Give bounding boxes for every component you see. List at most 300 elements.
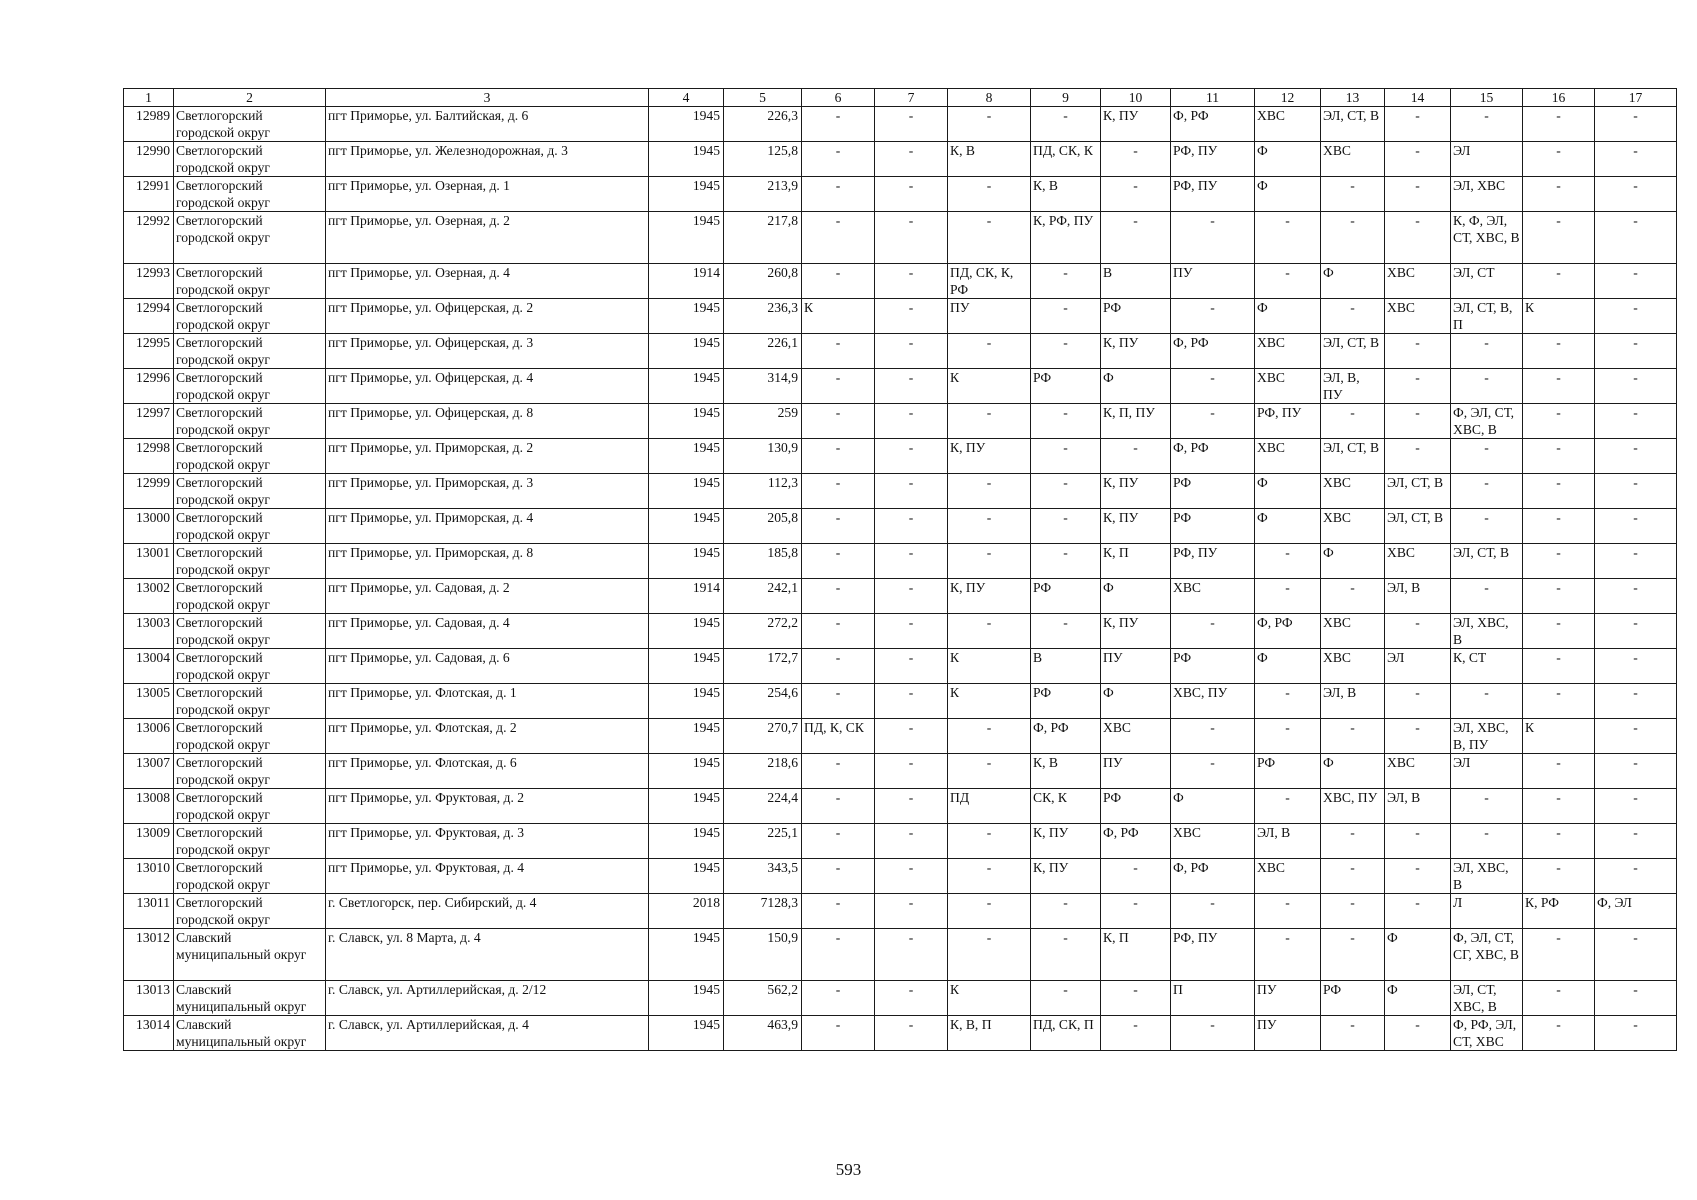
table-row (124, 509, 1677, 544)
table-cell: 12991 (124, 177, 174, 212)
table-cell: - (1385, 614, 1451, 649)
table-cell: - (1101, 439, 1171, 474)
table-cell: ЭЛ, ХВС, В (1451, 859, 1523, 894)
table-cell: - (875, 894, 948, 929)
table-cell: пгт Приморье, ул. Балтийская, д. 6 (326, 107, 649, 142)
table-cell: Ф (1171, 789, 1255, 824)
table-cell: 125,8 (724, 142, 802, 177)
table-cell: ЭЛ, СТ, В (1321, 439, 1385, 474)
table-cell: РФ (1031, 579, 1101, 614)
table-row (124, 142, 1677, 177)
table-cell: К, ПУ (1101, 107, 1171, 142)
header-row (124, 89, 1677, 107)
table-cell: Ф (1101, 369, 1171, 404)
table-cell: - (1451, 334, 1523, 369)
table-cell: 13012 (124, 929, 174, 981)
table-cell: 226,1 (724, 334, 802, 369)
table-cell: ХВС (1385, 299, 1451, 334)
table-cell: ЭЛ, СТ, В, П (1451, 299, 1523, 334)
table-cell: К, ПУ (948, 579, 1031, 614)
table-cell: - (948, 404, 1031, 439)
table-cell: - (802, 929, 875, 981)
table-cell: ХВС (1255, 439, 1321, 474)
table-cell: ХВС (1321, 509, 1385, 544)
table-cell: - (1385, 212, 1451, 264)
table-cell: 272,2 (724, 614, 802, 649)
table-cell: - (1031, 509, 1101, 544)
table-cell: - (1385, 1016, 1451, 1051)
table-cell: - (1171, 754, 1255, 789)
table-cell: Светлогорский городской округ (174, 509, 326, 544)
table-cell: РФ, ПУ (1255, 404, 1321, 439)
table-cell: - (802, 649, 875, 684)
table-cell: - (802, 894, 875, 929)
table-cell: пгт Приморье, ул. Офицерская, д. 3 (326, 334, 649, 369)
table-cell: Ф (1101, 684, 1171, 719)
table-cell: 254,6 (724, 684, 802, 719)
table-cell: 7128,3 (724, 894, 802, 929)
table-cell: - (1451, 579, 1523, 614)
table-cell: ХВС (1171, 824, 1255, 859)
column-header: 7 (875, 89, 948, 107)
table-cell: Ф, РФ, ЭЛ, СТ, ХВС (1451, 1016, 1523, 1051)
table-cell: пгт Приморье, ул. Садовая, д. 6 (326, 649, 649, 684)
table-cell: - (1385, 404, 1451, 439)
table-cell: К, ПУ (948, 439, 1031, 474)
table-cell: Ф (1255, 509, 1321, 544)
table-cell: 13013 (124, 981, 174, 1016)
table-cell: - (1255, 719, 1321, 754)
table-cell: ПД, СК, К (1031, 142, 1101, 177)
table-cell: 1945 (649, 1016, 724, 1051)
table-cell: - (1451, 439, 1523, 474)
table-cell: 236,3 (724, 299, 802, 334)
table-row (124, 1016, 1677, 1051)
page-number: 593 (835, 1160, 862, 1179)
table-cell: Светлогорский городской округ (174, 212, 326, 264)
table-cell: ХВС (1321, 614, 1385, 649)
column-header: 11 (1171, 89, 1255, 107)
table-cell: пгт Приморье, ул. Фруктовая, д. 3 (326, 824, 649, 859)
table-cell: - (875, 824, 948, 859)
table-cell: - (1595, 264, 1677, 299)
table-cell: 1945 (649, 824, 724, 859)
table-cell: Светлогорский городской округ (174, 614, 326, 649)
table-cell: - (948, 509, 1031, 544)
table-cell: - (1523, 369, 1595, 404)
table-cell: ЭЛ, В, ПУ (1321, 369, 1385, 404)
table-cell: К, ПУ (1101, 614, 1171, 649)
table-cell: К, ПУ (1101, 334, 1171, 369)
table-cell: - (1595, 649, 1677, 684)
table-cell: - (1171, 894, 1255, 929)
table-cell: ЭЛ, СТ, В (1321, 334, 1385, 369)
table-cell: ПД, СК, К, РФ (948, 264, 1031, 299)
table-cell: 225,1 (724, 824, 802, 859)
table-cell: - (875, 264, 948, 299)
table-cell: К, Ф, ЭЛ, СТ, ХВС, В (1451, 212, 1523, 264)
table-cell: 562,2 (724, 981, 802, 1016)
table-cell: - (802, 509, 875, 544)
table-cell: - (1171, 369, 1255, 404)
table-cell: ХВС, ПУ (1171, 684, 1255, 719)
table-cell: - (1595, 369, 1677, 404)
table-cell: К (948, 369, 1031, 404)
table-cell: - (802, 544, 875, 579)
table-cell: - (1523, 684, 1595, 719)
table-cell: 1945 (649, 107, 724, 142)
table-cell: - (1385, 824, 1451, 859)
table-cell: - (1595, 981, 1677, 1016)
table-cell: - (1321, 579, 1385, 614)
table-cell: Ф (1255, 142, 1321, 177)
table-cell: 217,8 (724, 212, 802, 264)
table-cell: 1945 (649, 142, 724, 177)
table-cell: Ф (1321, 544, 1385, 579)
table-cell: пгт Приморье, ул. Флотская, д. 2 (326, 719, 649, 754)
table-cell: пгт Приморье, ул. Озерная, д. 4 (326, 264, 649, 299)
table-row (124, 212, 1677, 264)
table-cell: - (1031, 107, 1101, 142)
table-cell: - (1255, 684, 1321, 719)
table-cell: - (875, 107, 948, 142)
table-cell: РФ, ПУ (1171, 544, 1255, 579)
table-cell: Ф, ЭЛ (1595, 894, 1677, 929)
table-cell: пгт Приморье, ул. Приморская, д. 4 (326, 509, 649, 544)
table-cell: ПУ (1101, 649, 1171, 684)
table-cell: Ф (1255, 299, 1321, 334)
column-header: 14 (1385, 89, 1451, 107)
table-cell: - (1031, 334, 1101, 369)
table-cell: - (1523, 107, 1595, 142)
table-cell: - (1171, 299, 1255, 334)
table-cell: - (875, 684, 948, 719)
table-cell: - (948, 824, 1031, 859)
table-cell: 218,6 (724, 754, 802, 789)
table-cell: - (1523, 142, 1595, 177)
table-cell: - (1595, 107, 1677, 142)
table-cell: - (1171, 719, 1255, 754)
table-cell: - (948, 212, 1031, 264)
table-cell: - (1255, 929, 1321, 981)
table-cell: - (1451, 107, 1523, 142)
table-cell: - (948, 107, 1031, 142)
table-row (124, 824, 1677, 859)
table-cell: К (802, 299, 875, 334)
table-cell: 1945 (649, 649, 724, 684)
table-cell: - (1385, 859, 1451, 894)
table-cell: - (1101, 212, 1171, 264)
table-cell: Светлогорский городской округ (174, 474, 326, 509)
table-cell: - (1255, 789, 1321, 824)
table-cell: Ф (1385, 981, 1451, 1016)
table-cell: - (1595, 754, 1677, 789)
table-cell: - (1595, 212, 1677, 264)
column-header: 10 (1101, 89, 1171, 107)
table-cell: ПУ (948, 299, 1031, 334)
table-cell: Ф, РФ (1171, 859, 1255, 894)
table-cell: г. Славск, ул. Артиллерийская, д. 2/12 (326, 981, 649, 1016)
table-cell: - (1595, 404, 1677, 439)
table-cell: - (1385, 334, 1451, 369)
table-cell: - (1451, 369, 1523, 404)
table-cell: ПУ (1255, 1016, 1321, 1051)
table-cell: - (1385, 894, 1451, 929)
table-cell: 12997 (124, 404, 174, 439)
table-cell: - (875, 369, 948, 404)
table-cell: 112,3 (724, 474, 802, 509)
table-cell: - (802, 334, 875, 369)
table-cell: 1945 (649, 439, 724, 474)
table-cell: 1945 (649, 929, 724, 981)
table-cell: - (875, 142, 948, 177)
table-cell: 1945 (649, 212, 724, 264)
table-cell: - (1255, 579, 1321, 614)
table-cell: - (1321, 859, 1385, 894)
table-cell: ЭЛ, СТ, ХВС, В (1451, 981, 1523, 1016)
table-cell: - (1031, 299, 1101, 334)
table-cell: 224,4 (724, 789, 802, 824)
table-cell: 1945 (649, 981, 724, 1016)
table-cell: 1945 (649, 859, 724, 894)
table-cell: Светлогорский городской округ (174, 177, 326, 212)
table-row (124, 264, 1677, 299)
column-header: 16 (1523, 89, 1595, 107)
table-cell: 2018 (649, 894, 724, 929)
table-cell: 1945 (649, 719, 724, 754)
table-cell: Ф, ЭЛ, СТ, ХВС, В (1451, 404, 1523, 439)
table-row (124, 684, 1677, 719)
table-cell: - (1523, 649, 1595, 684)
table-cell: 1945 (649, 614, 724, 649)
table-cell: пгт Приморье, ул. Флотская, д. 1 (326, 684, 649, 719)
table-cell: пгт Приморье, ул. Флотская, д. 6 (326, 754, 649, 789)
table-cell: 13014 (124, 1016, 174, 1051)
table-cell: Ф (1255, 474, 1321, 509)
table-cell: - (802, 981, 875, 1016)
table-cell: - (875, 649, 948, 684)
table-cell: Светлогорский городской округ (174, 544, 326, 579)
table-cell: 1945 (649, 789, 724, 824)
table-cell: 13002 (124, 579, 174, 614)
table-cell: ХВС (1255, 334, 1321, 369)
table-cell: - (802, 684, 875, 719)
table-cell: К (948, 684, 1031, 719)
table-cell: Светлогорский городской округ (174, 824, 326, 859)
table-cell: К (1523, 299, 1595, 334)
table-cell: Ф, РФ (1171, 439, 1255, 474)
table-cell: Ф, ЭЛ, СТ, СГ, ХВС, В (1451, 929, 1523, 981)
table-cell: - (875, 1016, 948, 1051)
table-cell: пгт Приморье, ул. Приморская, д. 3 (326, 474, 649, 509)
column-header: 8 (948, 89, 1031, 107)
table-cell: 12998 (124, 439, 174, 474)
table-cell: - (1523, 177, 1595, 212)
table-cell: Светлогорский городской округ (174, 859, 326, 894)
table-cell: - (802, 404, 875, 439)
table-cell: - (1523, 614, 1595, 649)
table-cell: П (1171, 981, 1255, 1016)
table-cell: 13001 (124, 544, 174, 579)
table-cell: - (875, 509, 948, 544)
table-cell: ХВС (1321, 474, 1385, 509)
table-cell: К, РФ (1523, 894, 1595, 929)
table-cell: 13011 (124, 894, 174, 929)
table-cell: - (1523, 509, 1595, 544)
table-cell: - (875, 439, 948, 474)
table-cell: Ф, РФ (1171, 107, 1255, 142)
table-cell: К, П, ПУ (1101, 404, 1171, 439)
table-cell: пгт Приморье, ул. Приморская, д. 2 (326, 439, 649, 474)
table-cell: - (1451, 509, 1523, 544)
table-cell: Светлогорский городской округ (174, 264, 326, 299)
column-header: 1 (124, 89, 174, 107)
table-cell: г. Славск, ул. Артиллерийская, д. 4 (326, 1016, 649, 1051)
table-cell: пгт Приморье, ул. Садовая, д. 4 (326, 614, 649, 649)
table-cell: Светлогорский городской округ (174, 789, 326, 824)
table-cell: Ф (1255, 649, 1321, 684)
table-cell: Светлогорский городской округ (174, 299, 326, 334)
table-cell: К, ПУ (1101, 509, 1171, 544)
table-cell: ПД (948, 789, 1031, 824)
table-cell: В (1031, 649, 1101, 684)
table-cell: РФ (1031, 684, 1101, 719)
table-cell: Ф, РФ (1171, 334, 1255, 369)
table-row (124, 177, 1677, 212)
table-cell: - (1523, 212, 1595, 264)
table-cell: - (1255, 544, 1321, 579)
table-row (124, 544, 1677, 579)
table-cell: пгт Приморье, ул. Офицерская, д. 4 (326, 369, 649, 404)
table-row (124, 649, 1677, 684)
table-cell: 1914 (649, 264, 724, 299)
table-cell: 12990 (124, 142, 174, 177)
table-cell: ПУ (1171, 264, 1255, 299)
table-cell: - (1595, 859, 1677, 894)
table-row (124, 719, 1677, 754)
table-cell: - (875, 544, 948, 579)
table-cell: - (1595, 1016, 1677, 1051)
table-cell: К (1523, 719, 1595, 754)
table-cell: 1945 (649, 754, 724, 789)
table-cell: Светлогорский городской округ (174, 404, 326, 439)
table-cell: К, В (1031, 177, 1101, 212)
table-cell: 1914 (649, 579, 724, 614)
column-header: 15 (1451, 89, 1523, 107)
table-cell: - (1255, 264, 1321, 299)
table-cell: - (802, 789, 875, 824)
table-cell: - (1321, 177, 1385, 212)
table-cell: - (1451, 684, 1523, 719)
table-cell: - (1385, 439, 1451, 474)
table-cell: - (802, 142, 875, 177)
table-cell: 1945 (649, 509, 724, 544)
table-cell: ХВС (1385, 754, 1451, 789)
table-cell: - (1595, 177, 1677, 212)
table-cell: - (1451, 789, 1523, 824)
table-row (124, 789, 1677, 824)
table-cell: РФ (1255, 754, 1321, 789)
table-cell: - (948, 929, 1031, 981)
table-cell: Светлогорский городской округ (174, 754, 326, 789)
table-body (124, 107, 1677, 1051)
table-cell: ЭЛ (1451, 142, 1523, 177)
table-cell: - (1171, 212, 1255, 264)
table-row (124, 107, 1677, 142)
table-cell: - (1595, 509, 1677, 544)
table-cell: К, ПУ (1031, 859, 1101, 894)
table-cell: пгт Приморье, ул. Садовая, д. 2 (326, 579, 649, 614)
table-cell: - (1031, 264, 1101, 299)
table-cell: - (1385, 369, 1451, 404)
table-cell: - (1523, 789, 1595, 824)
table-cell: - (1101, 859, 1171, 894)
table-cell: - (1101, 1016, 1171, 1051)
table-cell: - (1031, 981, 1101, 1016)
table-cell: ПД, К, СК (802, 719, 875, 754)
table-row (124, 369, 1677, 404)
table-cell: - (802, 579, 875, 614)
table-cell: ЭЛ (1385, 649, 1451, 684)
table-cell: - (1523, 264, 1595, 299)
column-header: 3 (326, 89, 649, 107)
table-cell: - (802, 264, 875, 299)
table-cell: Светлогорский городской округ (174, 439, 326, 474)
table-cell: Ф, РФ (1031, 719, 1101, 754)
table-cell: - (1595, 824, 1677, 859)
table-cell: Славский муниципальный округ (174, 929, 326, 981)
table-cell: РФ, ПУ (1171, 929, 1255, 981)
table-cell: РФ (1031, 369, 1101, 404)
table-cell: - (948, 474, 1031, 509)
table-cell: 1945 (649, 369, 724, 404)
table-cell: 13004 (124, 649, 174, 684)
table-row (124, 439, 1677, 474)
table-cell: ЭЛ (1451, 754, 1523, 789)
table-cell: Светлогорский городской округ (174, 579, 326, 614)
table-cell: - (802, 177, 875, 212)
table-cell: - (875, 212, 948, 264)
table-cell: - (948, 719, 1031, 754)
table-cell: - (875, 929, 948, 981)
table-cell: ЭЛ, ХВС, В (1451, 614, 1523, 649)
table-cell: - (875, 474, 948, 509)
table-cell: - (1385, 177, 1451, 212)
table-cell: - (1321, 1016, 1385, 1051)
table-cell: - (875, 981, 948, 1016)
table-cell: Ф (1321, 264, 1385, 299)
column-header: 4 (649, 89, 724, 107)
table-cell: - (802, 369, 875, 404)
table-cell: ХВС (1101, 719, 1171, 754)
table-cell: Ф, РФ (1255, 614, 1321, 649)
column-header: 17 (1595, 89, 1677, 107)
table-cell: - (875, 614, 948, 649)
table-cell: 1945 (649, 404, 724, 439)
table-cell: 463,9 (724, 1016, 802, 1051)
table-cell: Ф, РФ (1101, 824, 1171, 859)
table-cell: 13008 (124, 789, 174, 824)
table-cell: - (1321, 824, 1385, 859)
table-cell: ЭЛ, СТ, В (1385, 474, 1451, 509)
table-cell: - (1031, 544, 1101, 579)
table-cell: Ф (1321, 754, 1385, 789)
table-row (124, 579, 1677, 614)
table-cell: К, ПУ (1101, 474, 1171, 509)
table-cell: 1945 (649, 684, 724, 719)
table-cell: - (1523, 824, 1595, 859)
table-cell: - (802, 439, 875, 474)
